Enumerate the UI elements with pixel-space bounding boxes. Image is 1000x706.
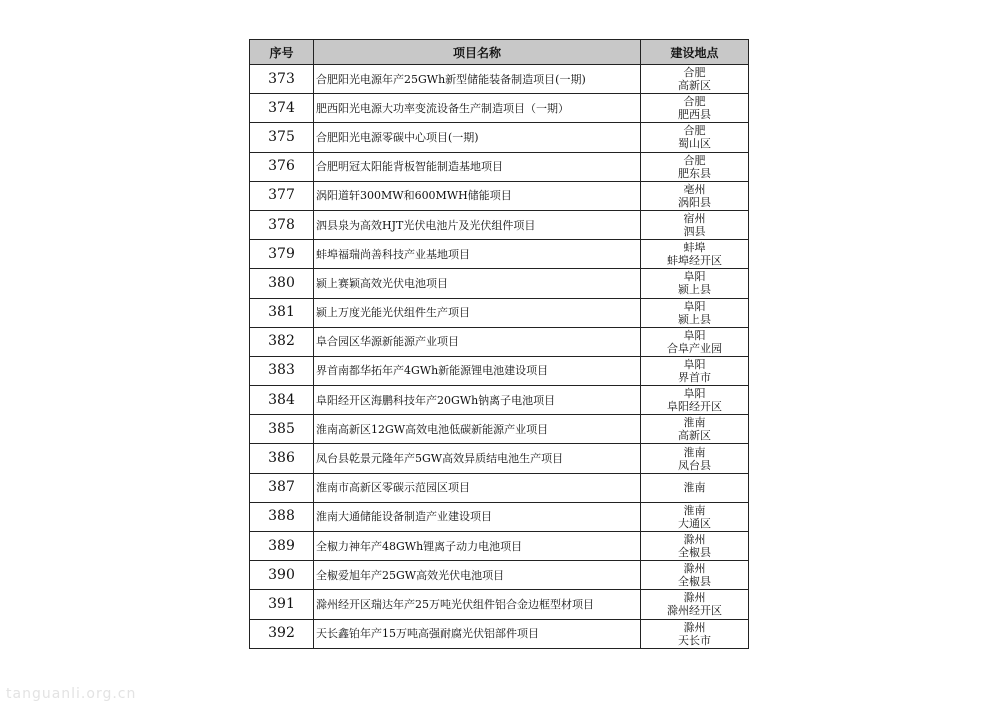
location-city: 阜阳 bbox=[683, 328, 706, 342]
table-body bbox=[250, 65, 749, 649]
table-row bbox=[250, 619, 749, 648]
row-location bbox=[641, 473, 749, 502]
row-project-name: 淮南大通储能设备制造产业建设项目 bbox=[314, 502, 641, 531]
location-city: 合肥 bbox=[683, 153, 706, 167]
location-district: 肥东县 bbox=[678, 166, 711, 180]
row-location bbox=[641, 561, 749, 590]
row-number: 379 bbox=[250, 240, 314, 269]
location-city: 阜阳 bbox=[683, 387, 706, 401]
row-project-name: 颍上赛颖高效光伏电池项目 bbox=[314, 269, 641, 298]
table-row bbox=[250, 269, 749, 298]
row-number: 384 bbox=[250, 386, 314, 415]
row-project-name: 合肥阳光电源年产25GWh新型储能装备制造项目(一期) bbox=[314, 65, 641, 94]
row-number: 389 bbox=[250, 532, 314, 561]
row-location bbox=[641, 590, 749, 619]
row-project-name: 全椒爱旭年产25GW高效光伏电池项目 bbox=[314, 561, 641, 590]
table-row bbox=[250, 152, 749, 181]
location-district: 蚌埠经开区 bbox=[667, 254, 722, 268]
row-location bbox=[641, 415, 749, 444]
row-location bbox=[641, 94, 749, 123]
location-city: 合肥 bbox=[683, 66, 706, 80]
table-row bbox=[250, 123, 749, 152]
row-number: 381 bbox=[250, 298, 314, 327]
location-district: 凤台县 bbox=[678, 458, 711, 472]
location-district: 全椒县 bbox=[678, 575, 711, 589]
row-number: 373 bbox=[250, 65, 314, 94]
location-city: 淮南 bbox=[683, 416, 706, 430]
table-row bbox=[250, 561, 749, 590]
header-project-name: 项目名称 bbox=[314, 40, 641, 65]
table-row bbox=[250, 386, 749, 415]
row-project-name: 淮南市高新区零碳示范园区项目 bbox=[314, 473, 641, 502]
location-city: 阜阳 bbox=[683, 357, 706, 371]
location-city: 宿州 bbox=[683, 212, 706, 226]
table-row bbox=[250, 532, 749, 561]
table-row bbox=[250, 415, 749, 444]
location-district: 合阜产业园 bbox=[667, 341, 722, 355]
table-row bbox=[250, 298, 749, 327]
row-project-name: 泗县泉为高效HJT光伏电池片及光伏组件项目 bbox=[314, 210, 641, 239]
table-row bbox=[250, 327, 749, 356]
location-city: 淮南 bbox=[683, 503, 706, 517]
row-number: 380 bbox=[250, 269, 314, 298]
location-district: 高新区 bbox=[678, 429, 711, 443]
row-number: 383 bbox=[250, 356, 314, 385]
table-row bbox=[250, 356, 749, 385]
row-project-name: 界首南都华拓年产4GWh新能源锂电池建设项目 bbox=[314, 356, 641, 385]
table-row bbox=[250, 240, 749, 269]
row-project-name: 凤台县乾景元隆年产5GW高效异质结电池生产项目 bbox=[314, 444, 641, 473]
row-location bbox=[641, 298, 749, 327]
row-number: 386 bbox=[250, 444, 314, 473]
row-number: 388 bbox=[250, 502, 314, 531]
header-number: 序号 bbox=[250, 40, 314, 65]
row-project-name: 蚌埠福瑞尚善科技产业基地项目 bbox=[314, 240, 641, 269]
table-row bbox=[250, 94, 749, 123]
table-row bbox=[250, 590, 749, 619]
location-city: 淮南 bbox=[683, 445, 706, 459]
row-number: 390 bbox=[250, 561, 314, 590]
row-project-name: 合肥阳光电源零碳中心项目(一期) bbox=[314, 123, 641, 152]
table-row bbox=[250, 444, 749, 473]
row-project-name: 淮南高新区12GW高效电池低碳新能源产业项目 bbox=[314, 415, 641, 444]
row-project-name: 合肥明冠太阳能背板智能制造基地项目 bbox=[314, 152, 641, 181]
row-location bbox=[641, 502, 749, 531]
row-location bbox=[641, 356, 749, 385]
row-location bbox=[641, 532, 749, 561]
table-row bbox=[250, 473, 749, 502]
row-project-name: 阜阳经开区海鹏科技年产20GWh钠离子电池项目 bbox=[314, 386, 641, 415]
location-district: 大通区 bbox=[678, 516, 711, 530]
project-table bbox=[249, 39, 749, 649]
row-number: 374 bbox=[250, 94, 314, 123]
location-city: 淮南 bbox=[683, 481, 706, 495]
location-district: 颍上县 bbox=[678, 312, 711, 326]
table-row bbox=[250, 210, 749, 239]
location-district: 涡阳县 bbox=[678, 195, 711, 209]
row-number: 376 bbox=[250, 152, 314, 181]
row-location bbox=[641, 152, 749, 181]
row-project-name: 全椒力神年产48GWh锂离子动力电池项目 bbox=[314, 532, 641, 561]
location-district: 滁州经开区 bbox=[667, 604, 722, 618]
row-project-name: 阜合园区华源新能源产业项目 bbox=[314, 327, 641, 356]
location-city: 亳州 bbox=[683, 182, 706, 196]
row-number: 392 bbox=[250, 619, 314, 648]
location-district: 蜀山区 bbox=[678, 137, 711, 151]
location-district: 界首市 bbox=[678, 370, 711, 384]
table-row bbox=[250, 502, 749, 531]
row-project-name: 涡阳道轩300MW和600MWH储能项目 bbox=[314, 181, 641, 210]
location-district: 阜阳经开区 bbox=[667, 400, 722, 414]
row-project-name: 滁州经开区瑞达年产25万吨光伏组件铝合金边框型材项目 bbox=[314, 590, 641, 619]
row-number: 385 bbox=[250, 415, 314, 444]
location-city: 滁州 bbox=[683, 591, 706, 605]
row-location bbox=[641, 181, 749, 210]
location-city: 滁州 bbox=[683, 620, 706, 634]
location-city: 阜阳 bbox=[683, 270, 706, 284]
row-project-name: 颍上万度光能光伏组件生产项目 bbox=[314, 298, 641, 327]
location-district: 颍上县 bbox=[678, 283, 711, 297]
location-city: 蚌埠 bbox=[683, 241, 706, 255]
row-location bbox=[641, 444, 749, 473]
location-district: 肥西县 bbox=[678, 108, 711, 122]
row-location bbox=[641, 327, 749, 356]
row-location bbox=[641, 65, 749, 94]
location-city: 滁州 bbox=[683, 533, 706, 547]
row-location bbox=[641, 240, 749, 269]
table-row bbox=[250, 65, 749, 94]
row-location bbox=[641, 210, 749, 239]
row-number: 375 bbox=[250, 123, 314, 152]
location-city: 滁州 bbox=[683, 562, 706, 576]
row-number: 391 bbox=[250, 590, 314, 619]
row-number: 377 bbox=[250, 181, 314, 210]
header-row bbox=[250, 40, 749, 65]
row-project-name: 肥西阳光电源大功率变流设备生产制造项目（一期） bbox=[314, 94, 641, 123]
location-district: 全椒县 bbox=[678, 546, 711, 560]
location-city: 阜阳 bbox=[683, 299, 706, 313]
location-city: 合肥 bbox=[683, 124, 706, 138]
row-project-name: 天长鑫铂年产15万吨高强耐腐光伏铝部件项目 bbox=[314, 619, 641, 648]
row-location bbox=[641, 269, 749, 298]
row-location bbox=[641, 386, 749, 415]
row-location bbox=[641, 619, 749, 648]
location-district: 高新区 bbox=[678, 79, 711, 93]
location-city: 合肥 bbox=[683, 95, 706, 109]
row-number: 387 bbox=[250, 473, 314, 502]
row-number: 382 bbox=[250, 327, 314, 356]
row-location bbox=[641, 123, 749, 152]
location-district: 天长市 bbox=[678, 633, 711, 647]
header-location: 建设地点 bbox=[641, 40, 749, 65]
location-district: 泗县 bbox=[683, 225, 706, 239]
watermark: tanguanli.org.cn bbox=[6, 686, 137, 702]
table-row bbox=[250, 181, 749, 210]
row-number: 378 bbox=[250, 210, 314, 239]
